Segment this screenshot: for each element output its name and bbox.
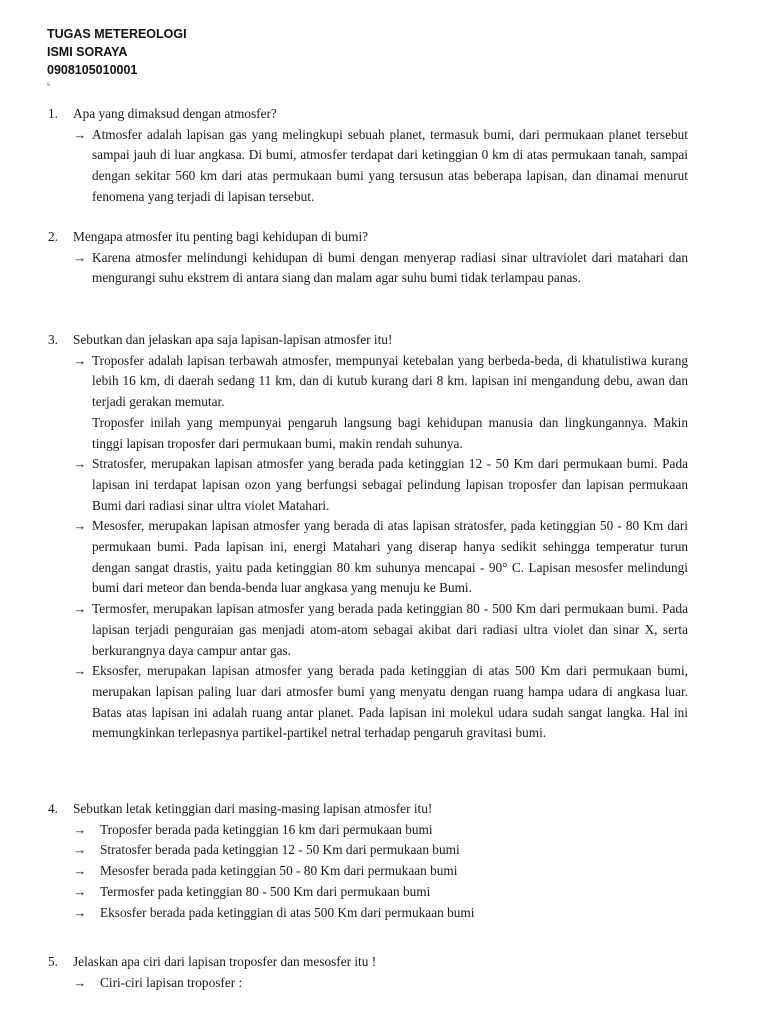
arrow-icon: →: [73, 883, 87, 899]
question-text: Sebutkan letak ketinggian dari masing-masing lapisan atmosfer itu!: [73, 801, 433, 816]
question-5: [48, 952, 688, 993]
list-item-text: Mesosfer berada pada ketinggian 50 - 80 Km dari permukaan bumi: [100, 863, 458, 879]
layer-text: Eksosfer, merupakan lapisan atmosfer yang berada pada ketinggian di atas 500 Km dari permukaan bumi, merupakan lapisan paling luar dari atmosfer bumi yang menyatu dengan ruang hampa udara di angkasa luar. Batas atas lapisan ini adalah ruang antar planet. Pada lapisan ini molekul udara sudah sangat langka. Hal ini memungkinkan terlepasnya partikel-partikel netral terhadap pengaruh gravitasi bumi.: [92, 663, 688, 741]
document-header: [47, 25, 187, 79]
layer-paragraph: [73, 516, 688, 599]
arrow-icon: →: [73, 663, 87, 679]
arrow-icon: →: [73, 601, 87, 617]
answer-text: Karena atmosfer melindungi kehidupan di bumi dengan menyerap radiasi sinar ultraviolet dari matahari dan mengurangi suhu ekstrem di antara siang dan malam agar suhu bumi tidak terlampau panas.: [92, 249, 688, 286]
arrow-icon: →: [73, 863, 87, 879]
arrow-icon: →: [73, 821, 87, 837]
arrow-icon: →: [73, 249, 87, 265]
list-item: [73, 882, 688, 903]
question-4: [48, 799, 688, 923]
question-number: 3.: [48, 332, 58, 347]
question-number: 1.: [48, 106, 58, 121]
arrow-icon: →: [73, 974, 87, 990]
question-number: 2.: [48, 229, 58, 244]
question-text: Sebutkan dan jelaskan apa saja lapisan-lapisan atmosfer itu!: [73, 332, 393, 347]
layer-text: Mesosfer, merupakan lapisan atmosfer yang berada di atas lapisan stratosfer, pada ketinggian 50 - 80 Km dari permukaan bumi. Pada lapisan ini, energi Matahari yang diserap hanya sedikit sehingga temperatur turun dengan sangat drastis, yaitu pada ketinggian 80 km suhunya mencapai - 90° C. Lapisan mesosfer melindungi bumi dari meteor dan benda-benda luar angkasa yang menuju ke Bumi.: [92, 518, 688, 596]
list-item-text: Ciri-ciri lapisan troposfer :: [100, 974, 243, 990]
arrow-icon: →: [73, 352, 87, 368]
question-text: Apa yang dimaksud dengan atmosfer?: [73, 106, 277, 121]
arrow-icon: →: [73, 904, 87, 920]
arrow-icon: →: [73, 456, 87, 472]
question-number: 4.: [48, 801, 58, 816]
question-number: 5.: [48, 954, 58, 969]
list-item: [73, 840, 688, 861]
list-item-text: Termosfer pada ketinggian 80 - 500 Km dari permukaan bumi: [100, 883, 431, 899]
layer-continuation: Troposfer inilah yang mempunyai pengaruh langsung bagi kehidupan manusia dan lingkungannya. Makin tinggi lapisan troposfer dari permukaan bumi, makin rendah suhunya.: [92, 414, 688, 451]
layer-paragraph: [73, 454, 688, 516]
student-id: 0908105010001: [47, 63, 138, 77]
answer-text: Atmosfer adalah lapisan gas yang melingkupi sebuah planet, termasuk bumi, dari permukaan planet tersebut sampai jauh di luar angkasa. Di bumi, atmosfer terdapat dari ketinggian 0 km di atas permukaan tanah, sampai dengan sekitar 560 km dari atas permukaan bumi yang tersusun atas beberapa lapisan, dan dinamai menurut fenomena yang terjadi di lapisan tersebut.: [92, 126, 688, 204]
list-item: [73, 861, 688, 882]
question-2: [48, 227, 688, 289]
answer-paragraph: [73, 248, 688, 289]
student-name: ISMI SORAYA: [47, 45, 128, 59]
layer-text: Termosfer, merupakan lapisan atmosfer yang berada pada ketinggian 80 - 500 Km dari permukaan bumi. Pada lapisan terjadi penguraian gas menjadi atom-atom sebagai akibat dari radiasi ultra violet dan sinar X, serta berkurangnya daya campur antar gas.: [92, 601, 688, 658]
arrow-icon: →: [73, 518, 87, 534]
list-item: [73, 903, 688, 924]
assignment-title: TUGAS METEREOLOGI: [47, 27, 187, 41]
arrow-icon: →: [73, 126, 87, 142]
list-item-text: Troposfer berada pada ketinggian 16 km dari permukaan bumi: [100, 821, 433, 837]
question-3: [48, 330, 688, 744]
layer-text: Troposfer adalah lapisan terbawah atmosfer, mempunyai ketebalan yang berbeda-beda, di khatulistiwa kurang lebih 16 km, di daerah sedang 11 km, dan di kutub kurang dari 8 km. lapisan ini mengandung debu, awan dan terjadi gerakan memutar.: [92, 352, 688, 410]
question-text: Mengapa atmosfer itu penting bagi kehidupan di bumi?: [73, 229, 369, 244]
question-1: [48, 104, 688, 208]
list-item-text: Stratosfer berada pada ketinggian 12 - 50 Km dari permukaan bumi: [100, 842, 460, 858]
arrow-icon: →: [73, 842, 87, 858]
list-item: [73, 820, 688, 841]
layer-text: Stratosfer, merupakan lapisan atmosfer yang berada pada ketinggian 12 - 50 Km dari permukaan bumi. Pada lapisan ini terdapat lapisan ozon yang berfungsi sebagai pelindung lapisan troposfer dan lapisan permukaan Bumi dari radiasi sinar ultra violet Matahari.: [92, 456, 688, 513]
list-item: [73, 973, 688, 994]
question-text: Jelaskan apa ciri dari lapisan troposfer dan mesosfer itu !: [73, 954, 377, 969]
layer-paragraph: [73, 599, 688, 661]
list-item-text: Eksosfer berada pada ketinggian di atas 500 Km dari permukaan bumi: [100, 904, 475, 920]
answer-paragraph: [73, 125, 688, 208]
layer-paragraph: [73, 351, 688, 413]
layer-paragraph: [73, 661, 688, 744]
stray-mark: s: [47, 82, 50, 88]
